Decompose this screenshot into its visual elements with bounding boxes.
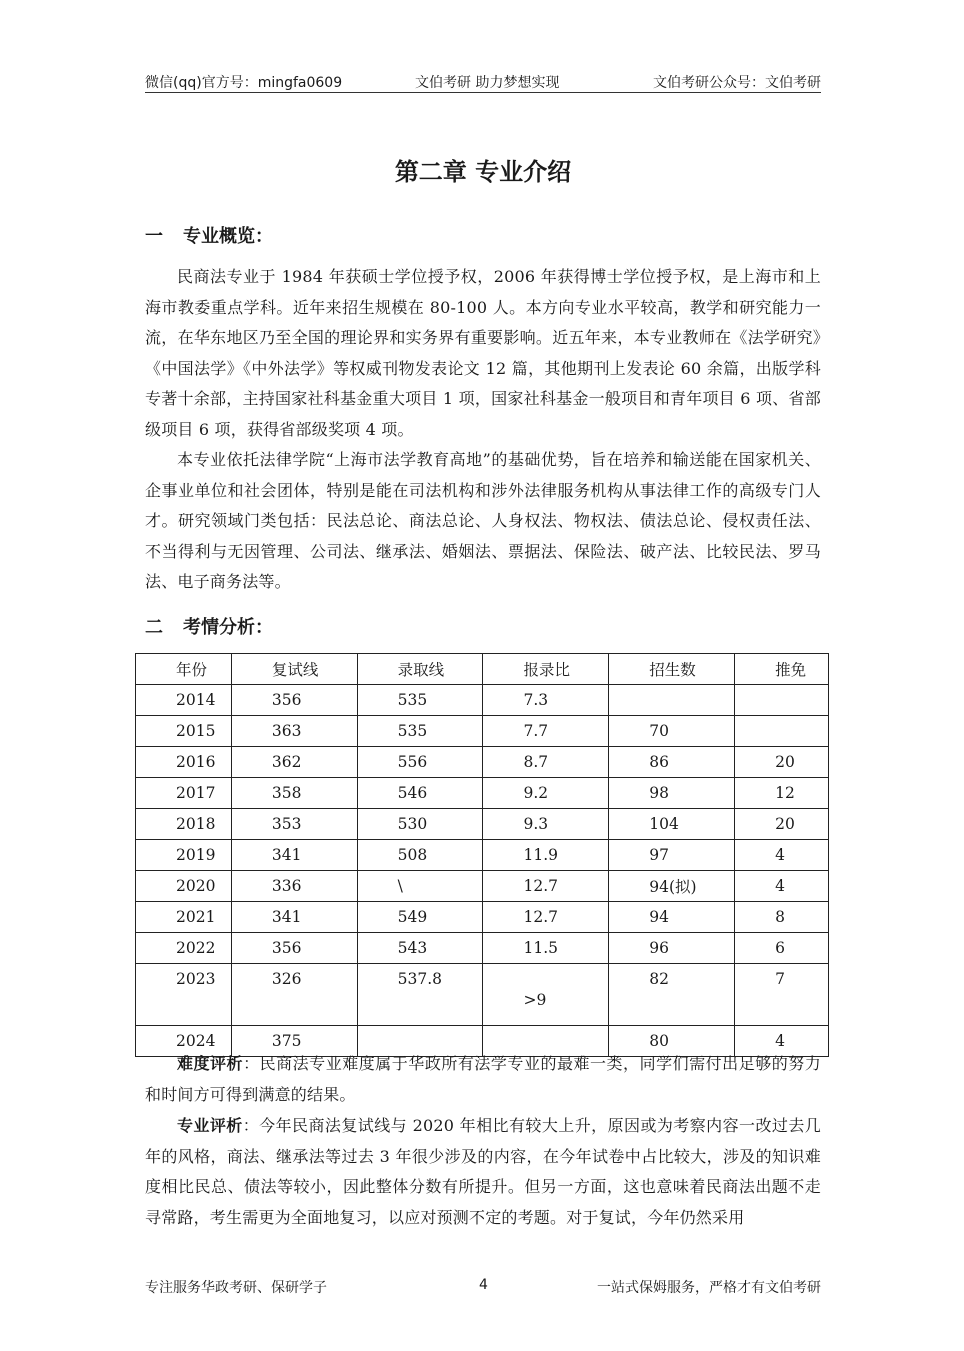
table-cell: 86 (609, 747, 735, 778)
table-row (136, 871, 829, 902)
table-cell: 2015 (136, 716, 232, 747)
table-cell: 97 (609, 840, 735, 871)
table-cell: 2018 (136, 809, 232, 840)
table-row (136, 809, 829, 840)
page-header (145, 70, 821, 93)
table-cell: 2021 (136, 902, 232, 933)
table-cell: 535 (357, 716, 483, 747)
section-title: 专业概览： (183, 226, 273, 247)
table-row (136, 964, 829, 1026)
table-row (136, 778, 829, 809)
table-cell: 2022 (136, 933, 232, 964)
table-cell: 9.2 (483, 778, 609, 809)
difficulty-text: ：民商法专业难度属于华政所有法学专业的最难一类，同学们需付出足够的努力和时间方可得到满意的结果。 (145, 1054, 821, 1104)
table-cell: 362 (231, 747, 357, 778)
overview-paragraph-2: 本专业依托法律学院“上海市法学教育高地”的基础优势，旨在培养和输送能在国家机关、企事业单位和社会团体，特别是能在司法机构和涉外法律服务机构从事法律工作的高级专门人才。研究领域门类包括：民法总论、商法总论、人身权法、物权法、债法总论、侵权责任法、不当得利与无因管理、公司法、继承法、婚姻法、票据法、保险法、破产法、比较民法、罗马法、电子商务法等。 (145, 450, 821, 591)
table-row (136, 685, 829, 716)
table-cell: 7 (735, 964, 829, 1026)
page-footer (145, 1277, 821, 1297)
section-number: 一 (145, 226, 163, 247)
chapter-title: 第二章 专业介绍 (394, 158, 572, 186)
table-cell: 2019 (136, 840, 232, 871)
section-number: 二 (145, 617, 163, 638)
table-header-cell: 推免 (735, 654, 829, 685)
table-cell: 2020 (136, 871, 232, 902)
section-title: 考情分析： (183, 617, 273, 638)
table-cell: 70 (609, 716, 735, 747)
table-cell: 2024 (136, 1026, 232, 1057)
table-cell (735, 716, 829, 747)
table-cell: 12.7 (483, 902, 609, 933)
table-cell: 336 (231, 871, 357, 902)
table-cell: 356 (231, 933, 357, 964)
table-cell: >9 (483, 964, 609, 1026)
footer-right: 一站式保姆服务，严格才有文伯考研 (597, 1280, 821, 1296)
table-cell: 358 (231, 778, 357, 809)
table-cell: 94 (609, 902, 735, 933)
table-cell: 341 (231, 840, 357, 871)
table-cell: 2023 (136, 964, 232, 1026)
header-left: 微信(qq)官方号：mingfa0609 (145, 75, 343, 91)
table-header-row (136, 654, 829, 685)
table-row (136, 716, 829, 747)
table-cell: 11.9 (483, 840, 609, 871)
table-cell: 98 (609, 778, 735, 809)
table-cell: 543 (357, 933, 483, 964)
section-heading-exam-analysis (145, 613, 273, 639)
table-cell: 326 (231, 964, 357, 1026)
table-cell: 12.7 (483, 871, 609, 902)
difficulty-label: 难度评析 (177, 1054, 244, 1073)
table-cell: 546 (357, 778, 483, 809)
table-header-cell: 复试线 (231, 654, 357, 685)
table-cell: 7.7 (483, 716, 609, 747)
table-cell: 508 (357, 840, 483, 871)
table-cell (609, 685, 735, 716)
table-cell: 6 (735, 933, 829, 964)
major-text: ：今年民商法复试线与 2020 年相比有较大上升，原因或为考察内容一改过去几年的风格，商法、继承法等过去 3 年很少涉及的内容，在今年试卷中占比较大，涉及的知识难度相比民总、债法等较小，因此整体分数有所提升。但另一方面，这也意味着民商法出题不走寻常路，考生需更为全面地复习，以应对预测不定的考题。对于复试，今年仍然采用 (145, 1116, 821, 1227)
table-cell: 341 (231, 902, 357, 933)
table-cell: 94(拟) (609, 871, 735, 902)
table-header-cell: 录取线 (357, 654, 483, 685)
table-cell: 537.8 (357, 964, 483, 1026)
major-label: 专业评析 (177, 1116, 243, 1135)
table-cell: \ (357, 871, 483, 902)
table-cell: 82 (609, 964, 735, 1026)
table-row (136, 902, 829, 933)
table-row (136, 747, 829, 778)
table-cell: 20 (735, 809, 829, 840)
table-cell: 80 (609, 1026, 735, 1057)
table-header-cell: 招生数 (609, 654, 735, 685)
overview-paragraph-1: 民商法专业于 1984 年获硕士学位授予权，2006 年获得博士学位授予权，是上海市和上海市教委重点学科。近年来招生规模在 80-100 人。本方向专业水平较高，教学和研究能力一流，在华东地区乃至全国的理论界和实务界有重要影响。近五年来，本专业教师在《法学研究》《中国法学》《中外法学》等权威刊物发表论文 12 篇，其他期刊上发表论 60 余篇，出版学科专著十余部，主持国家社科基金重大项目 1 项，国家社科基金一般项目和青年项目 6 项、省部级项目 6 项，获得省部级奖项 4 项。 (145, 267, 821, 439)
table-row (136, 840, 829, 871)
footer-left: 专注服务华政考研、保研学子 (145, 1280, 327, 1296)
table-cell: 363 (231, 716, 357, 747)
table-cell: 4 (735, 840, 829, 871)
table-cell: 530 (357, 809, 483, 840)
table-header-cell: 报录比 (483, 654, 609, 685)
table-cell: 535 (357, 685, 483, 716)
difficulty-analysis (145, 1049, 821, 1110)
table-cell: 11.5 (483, 933, 609, 964)
table-cell: 8 (735, 902, 829, 933)
header-right: 文伯考研公众号：文伯考研 (653, 75, 821, 91)
section-heading-overview (145, 222, 273, 248)
table-row (136, 933, 829, 964)
table-cell: 375 (231, 1026, 357, 1057)
table-header-cell: 年份 (136, 654, 232, 685)
table-cell: 2014 (136, 685, 232, 716)
table-cell: 353 (231, 809, 357, 840)
table-cell: 549 (357, 902, 483, 933)
table-cell: 556 (357, 747, 483, 778)
exam-stats-table (135, 653, 829, 1057)
table-cell: 4 (735, 871, 829, 902)
table-cell (735, 685, 829, 716)
table-cell: 2017 (136, 778, 232, 809)
header-center: 文伯考研 助力梦想实现 (415, 75, 560, 91)
page-number: 4 (479, 1277, 488, 1293)
table-cell: 4 (735, 1026, 829, 1057)
table-cell: 9.3 (483, 809, 609, 840)
table-cell: 8.7 (483, 747, 609, 778)
table-cell: 356 (231, 685, 357, 716)
table-cell: 2016 (136, 747, 232, 778)
table-cell: 20 (735, 747, 829, 778)
table-cell: 96 (609, 933, 735, 964)
table-cell: 104 (609, 809, 735, 840)
table-cell: 12 (735, 778, 829, 809)
table-cell: 7.3 (483, 685, 609, 716)
major-analysis (145, 1111, 821, 1233)
